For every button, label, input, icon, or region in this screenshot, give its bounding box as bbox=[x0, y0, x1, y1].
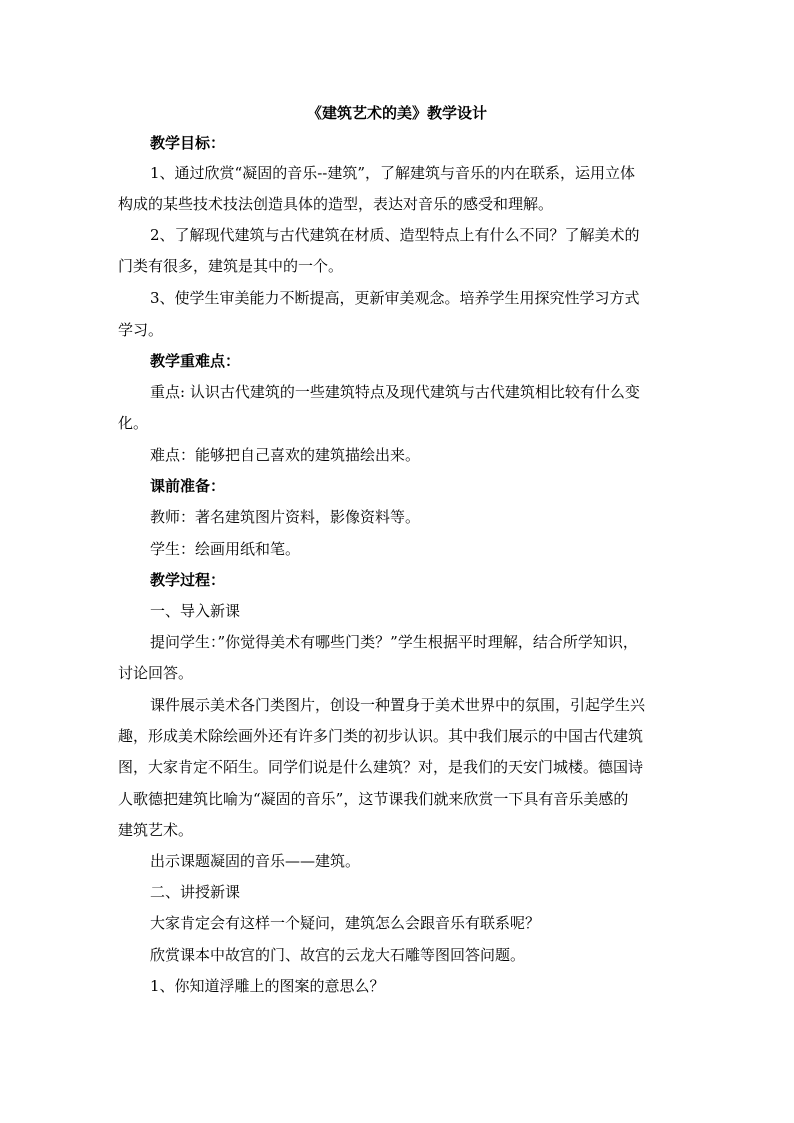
courseware-line-1: 课件展示美术各门类图片，创设一种置身于美术世界中的氛围，引起学生兴 bbox=[150, 696, 646, 714]
new-lesson-line-1: 大家肯定会有这样一个疑问，建筑怎么会跟音乐有联系呢？ bbox=[150, 914, 541, 932]
difficulty-line: 难点：能够把自己喜欢的建筑描绘出来。 bbox=[150, 446, 421, 464]
key-point-line-2: 化。 bbox=[118, 414, 149, 432]
courseware-line-4: 人歌德把建筑比喻为“凝固的音乐”，这节课我们就来欣赏一下具有音乐美感的 bbox=[118, 790, 629, 808]
prep-student: 学生：绘画用纸和笔。 bbox=[150, 540, 301, 558]
goal-3-line-2: 学习。 bbox=[118, 321, 164, 339]
goal-1-line-1: 1、通过欣赏“凝固的音乐--建筑”，了解建筑与音乐的内在联系，运用立体 bbox=[150, 164, 636, 182]
goal-1-line-2: 构成的某些技术技法创造具体的造型，表达对音乐的感受和理解。 bbox=[118, 195, 554, 213]
courseware-line-3: 图，大家肯定不陌生。同学们说是什么建筑？对，是我们的天安门城楼。德国诗 bbox=[118, 758, 644, 776]
goal-2-line-1: 2、了解现代建筑与古代建筑在材质、造型特点上有什么不同？了解美术的 bbox=[150, 226, 640, 244]
heading-teaching-process: 教学过程： bbox=[150, 571, 226, 589]
topic-line: 出示课题凝固的音乐——建筑。 bbox=[150, 852, 361, 870]
courseware-line-5: 建筑艺术。 bbox=[118, 821, 194, 839]
question-line-1: 提问学生：”你觉得美术有哪些门类？”学生根据平时理解，结合所学知识， bbox=[150, 633, 638, 651]
document-title: 《建筑艺术的美》教学设计 bbox=[306, 104, 487, 122]
prep-teacher: 教师：著名建筑图片资料，影像资料等。 bbox=[150, 508, 421, 526]
question-line-2: 讨论回答。 bbox=[118, 664, 194, 682]
section-2-heading: 二、讲授新课 bbox=[150, 883, 241, 901]
key-point-line-1: 重点: 认识古代建筑的一些建筑特点及现代建筑与古代建筑相比较有什么变 bbox=[150, 383, 640, 401]
new-lesson-line-2: 欣赏课本中故宫的门、故宫的云龙大石雕等图回答问题。 bbox=[150, 946, 526, 964]
heading-preparation: 课前准备： bbox=[150, 477, 226, 495]
section-1-heading: 一、导入新课 bbox=[150, 602, 241, 620]
courseware-line-2: 趣，形成美术除绘画外还有许多门类的初步认识。其中我们展示的中国古代建筑 bbox=[118, 727, 644, 745]
new-lesson-question-1: 1、你知道浮雕上的图案的意思么？ bbox=[150, 977, 385, 995]
heading-key-points: 教学重难点： bbox=[150, 352, 241, 370]
goal-2-line-2: 门类有很多，建筑是其中的一个。 bbox=[118, 257, 344, 275]
heading-teaching-goals: 教学目标： bbox=[150, 134, 226, 152]
goal-3-line-1: 3、使学生审美能力不断提高，更新审美观念。培养学生用探究性学习方式 bbox=[150, 289, 640, 307]
